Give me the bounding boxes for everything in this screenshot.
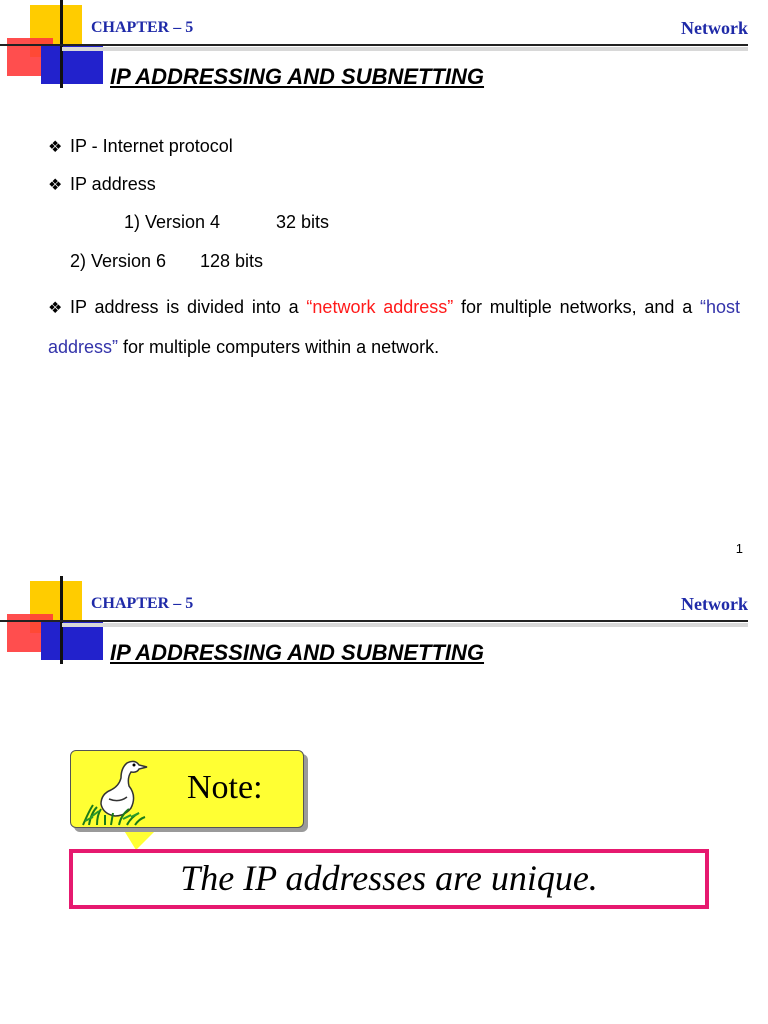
version4-label: 1) Version 4 [124, 212, 221, 232]
header-rule-shadow [62, 47, 748, 51]
heron-clipart-icon [79, 755, 149, 827]
version4-bits: 32 bits [276, 212, 330, 232]
bullet-paragraph [48, 288, 740, 367]
bullet-text-part: for multiple computers within a network. [118, 337, 440, 357]
note-callout [70, 750, 304, 828]
header-rule-shadow [62, 623, 748, 627]
network-address-term: “network address” [306, 297, 454, 317]
slide-title: IP ADDRESSING AND SUBNETTING [110, 640, 485, 665]
bullet-text-part: IP address is divided into a [70, 297, 307, 317]
slide-title: IP ADDRESSING AND SUBNETTING [110, 64, 485, 89]
bullet-text-part: for multiple networks, and a [453, 297, 700, 317]
bullet-item [48, 136, 233, 157]
statement-box [69, 849, 709, 909]
diamond-bullet-icon: ❖ [48, 139, 63, 156]
section-label: Network [681, 594, 748, 614]
version6-bits: 128 bits [200, 251, 264, 271]
diamond-bullet-icon: ❖ [48, 177, 63, 194]
header-rule [0, 44, 748, 46]
section-label: Network [681, 18, 748, 38]
chapter-label: CHAPTER – 5 [91, 595, 194, 612]
bullet-item [48, 174, 156, 195]
version6-label: 2) Version 6 [70, 251, 167, 271]
page-number: 1 [735, 541, 743, 556]
bullet-text: IP address [70, 174, 156, 194]
diamond-bullet-icon: ❖ [48, 300, 63, 317]
note-label: Note: [187, 769, 263, 806]
chapter-label: CHAPTER – 5 [91, 19, 194, 36]
bullet-text: IP - Internet protocol [70, 136, 233, 156]
statement-text: The IP addresses are unique. [180, 858, 598, 898]
header-rule [0, 620, 748, 622]
host-address-term: “host address” [48, 297, 741, 357]
slide-2 [0, 576, 768, 1024]
